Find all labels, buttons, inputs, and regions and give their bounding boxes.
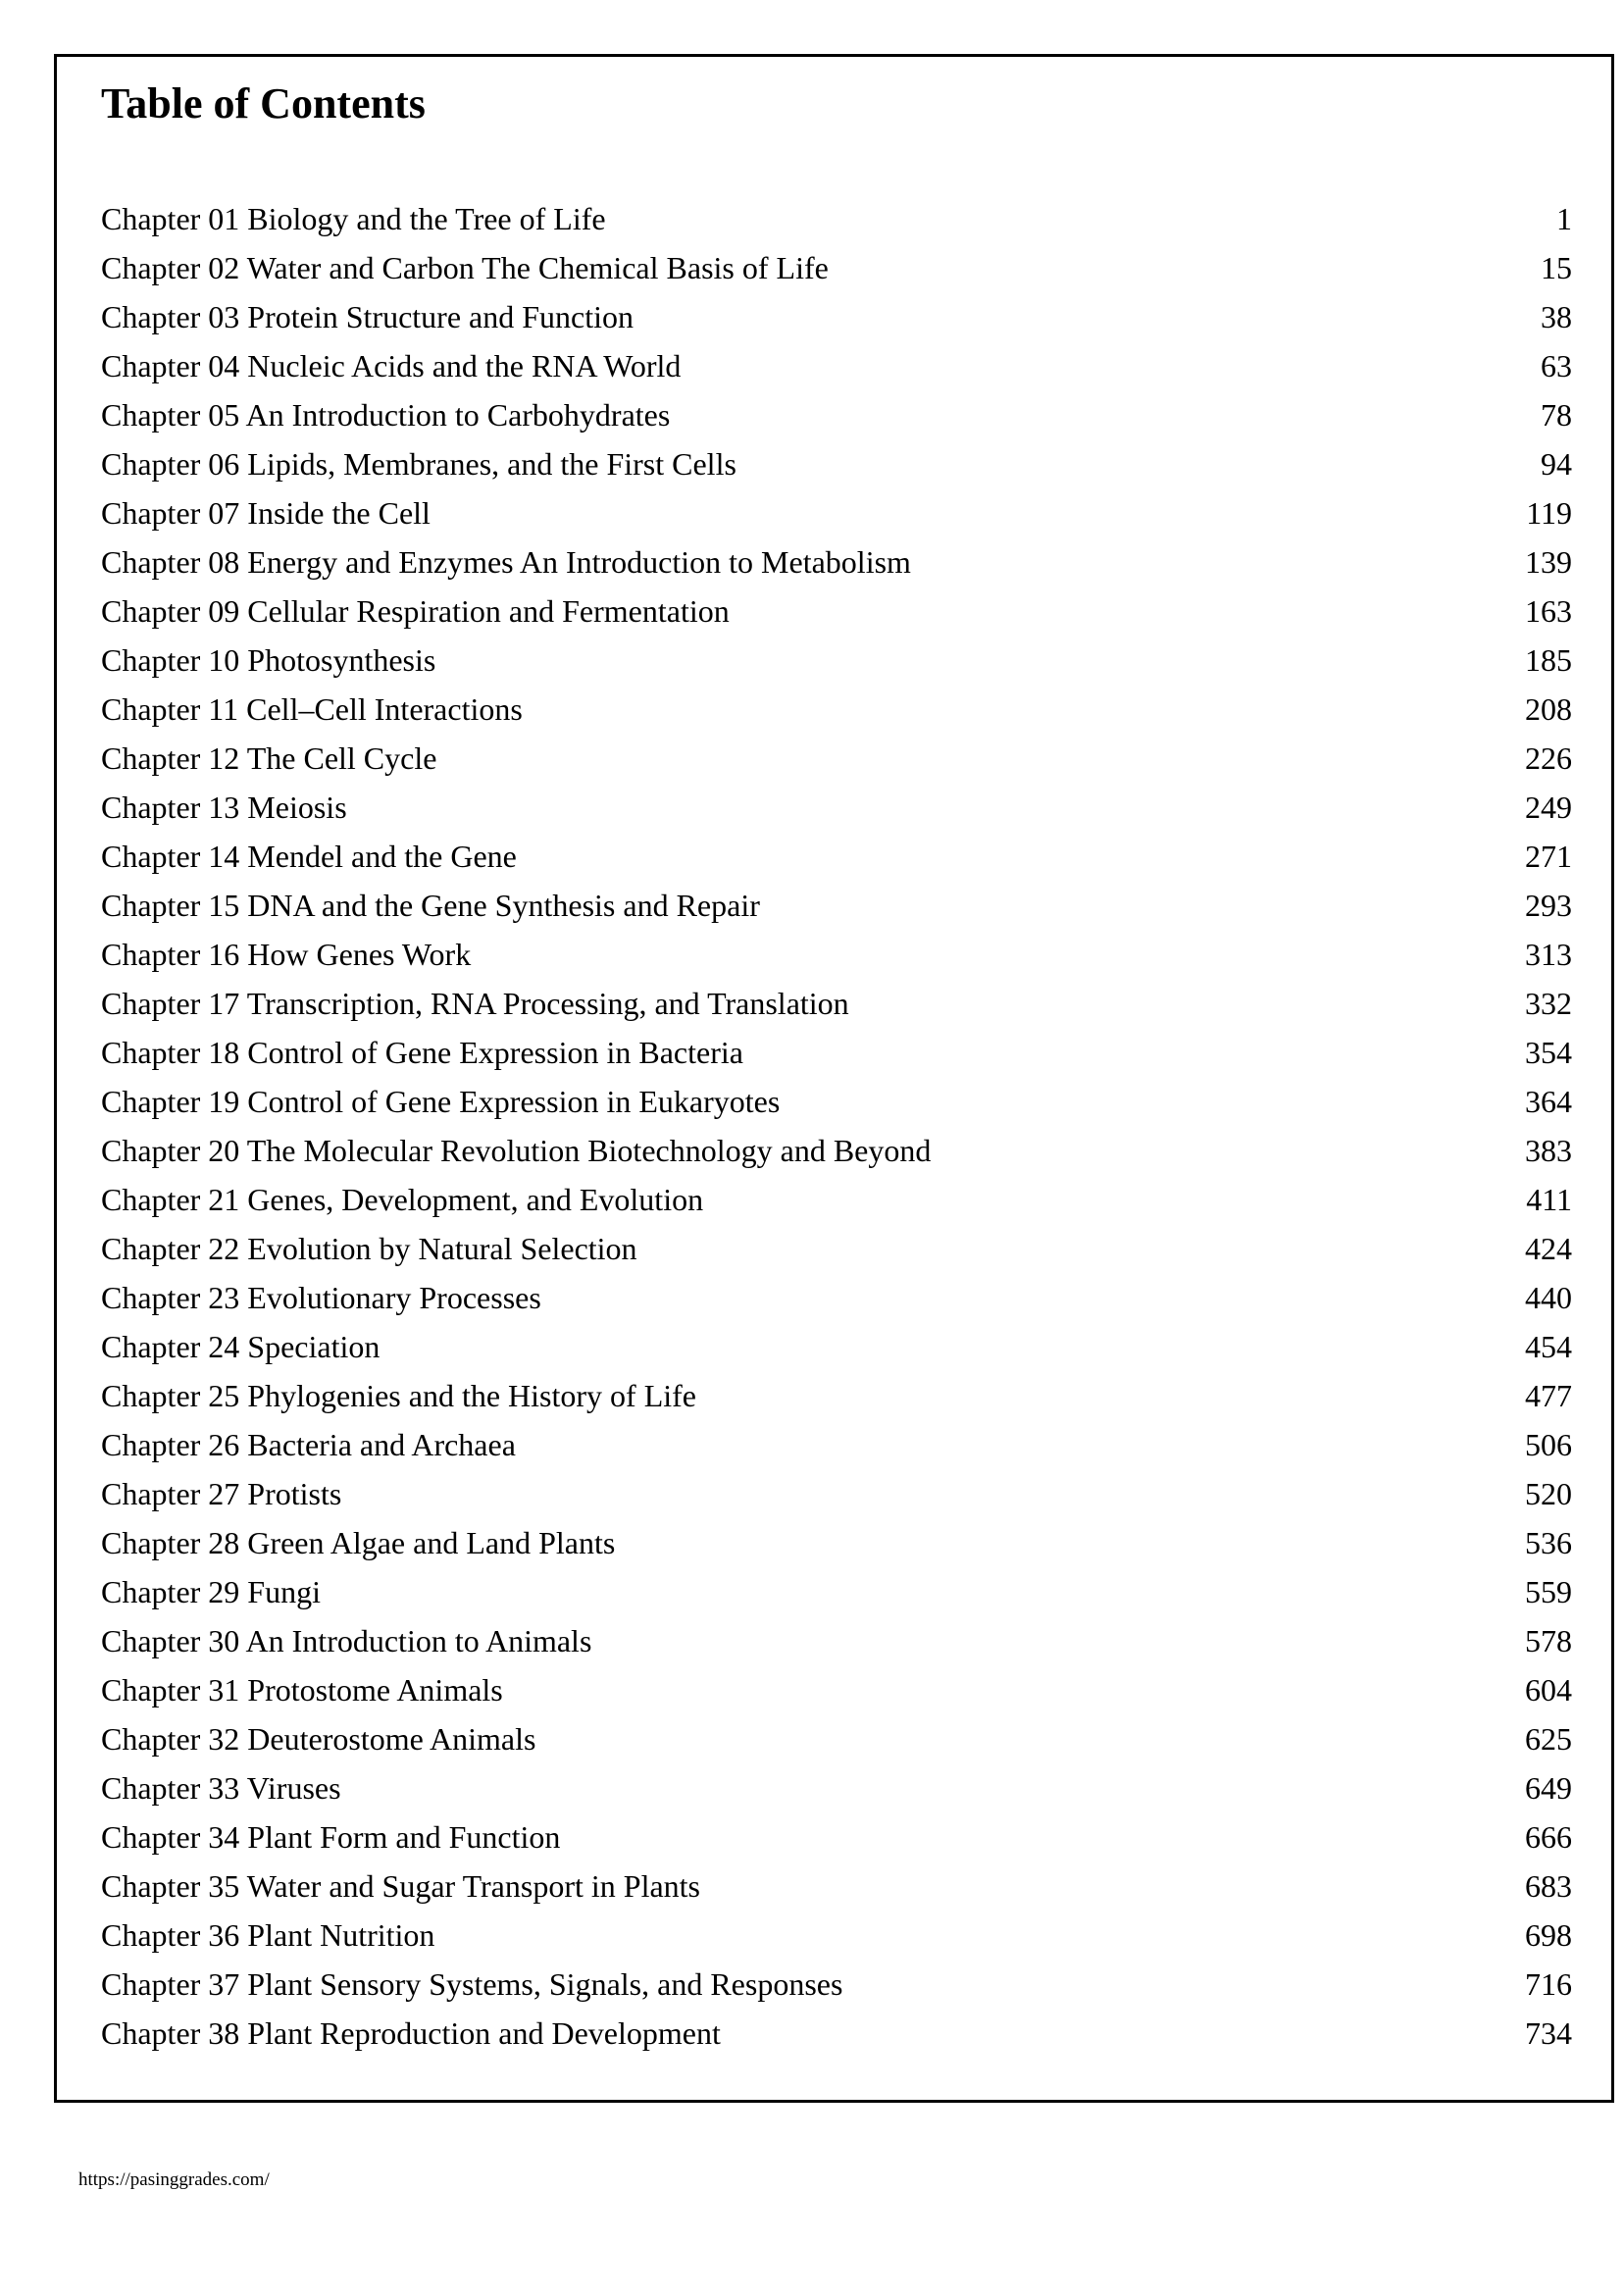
toc-entry-page: 734 <box>1525 2015 1572 2051</box>
toc-entry-label: Chapter 01 Biology and the Tree of Life <box>101 201 606 236</box>
toc-entry[interactable] <box>101 243 1572 292</box>
toc-entry-label: Chapter 32 Deuterostome Animals <box>101 1721 536 1757</box>
toc-entry-label: Chapter 38 Plant Reproduction and Development <box>101 2015 721 2051</box>
toc-entry-label: Chapter 33 Viruses <box>101 1770 341 1806</box>
toc-entry[interactable] <box>101 1273 1572 1322</box>
toc-entry-page: 139 <box>1525 544 1572 580</box>
toc-entry-label: Chapter 02 Water and Carbon The Chemical Basis of Life <box>101 250 829 285</box>
toc-entry-label: Chapter 28 Green Algae and Land Plants <box>101 1525 616 1560</box>
toc-entry[interactable] <box>101 979 1572 1028</box>
toc-entry-label: Chapter 23 Evolutionary Processes <box>101 1280 541 1315</box>
toc-entry-page: 477 <box>1525 1378 1572 1413</box>
toc-entry[interactable] <box>101 537 1572 586</box>
toc-entry-label: Chapter 04 Nucleic Acids and the RNA World <box>101 348 682 383</box>
toc-entry[interactable] <box>101 1812 1572 1861</box>
toc-entry-page: 683 <box>1525 1868 1572 1904</box>
toc-entry-label: Chapter 21 Genes, Development, and Evolution <box>101 1182 704 1217</box>
toc-entry-label: Chapter 12 The Cell Cycle <box>101 740 437 776</box>
toc-entry-page: 15 <box>1541 250 1572 285</box>
toc-entry[interactable] <box>101 636 1572 685</box>
toc-entry[interactable] <box>101 930 1572 979</box>
toc-entry-page: 94 <box>1541 446 1572 482</box>
toc-entry-page: 364 <box>1525 1084 1572 1119</box>
toc-entry-label: Chapter 26 Bacteria and Archaea <box>101 1427 516 1462</box>
toc-entry-page: 163 <box>1525 593 1572 629</box>
toc-entry-label: Chapter 37 Plant Sensory Systems, Signals, and Responses <box>101 1966 843 2002</box>
toc-entry-label: Chapter 06 Lipids, Membranes, and the First Cells <box>101 446 736 482</box>
toc-entry[interactable] <box>101 488 1572 537</box>
toc-entry-page: 332 <box>1525 986 1572 1021</box>
toc-entry-label: Chapter 36 Plant Nutrition <box>101 1917 435 1953</box>
toc-entry[interactable] <box>101 1420 1572 1469</box>
toc-entry-label: Chapter 18 Control of Gene Expression in Bacteria <box>101 1035 743 1070</box>
toc-entry-label: Chapter 35 Water and Sugar Transport in Plants <box>101 1868 700 1904</box>
toc-entry-page: 625 <box>1525 1721 1572 1757</box>
toc-entry-label: Chapter 25 Phylogenies and the History of Life <box>101 1378 696 1413</box>
toc-entry[interactable] <box>101 1714 1572 1763</box>
toc-entry-page: 559 <box>1525 1574 1572 1609</box>
toc-entry-page: 38 <box>1541 299 1572 334</box>
toc-entry-page: 208 <box>1525 691 1572 727</box>
toc-entry-page: 578 <box>1525 1623 1572 1658</box>
toc-entry-page: 63 <box>1541 348 1572 383</box>
toc-entry[interactable] <box>101 1126 1572 1175</box>
toc-entry[interactable] <box>101 832 1572 881</box>
toc-entry[interactable] <box>101 1861 1572 1911</box>
toc-entry-page: 604 <box>1525 1672 1572 1708</box>
toc-frame <box>54 54 1614 2103</box>
toc-entry-label: Chapter 30 An Introduction to Animals <box>101 1623 592 1658</box>
toc-entry[interactable] <box>101 1371 1572 1420</box>
toc-entry-page: 354 <box>1525 1035 1572 1070</box>
toc-entry[interactable] <box>101 586 1572 636</box>
toc-entry-label: Chapter 17 Transcription, RNA Processing, and Translation <box>101 986 849 1021</box>
toc-entry[interactable] <box>101 1224 1572 1273</box>
toc-entry-page: 716 <box>1525 1966 1572 2002</box>
toc-entry-label: Chapter 08 Energy and Enzymes An Introduction to Metabolism <box>101 544 911 580</box>
toc-entry[interactable] <box>101 1763 1572 1812</box>
toc-entry[interactable] <box>101 341 1572 390</box>
toc-entry[interactable] <box>101 390 1572 439</box>
toc-entry-page: 271 <box>1525 839 1572 874</box>
toc-entry[interactable] <box>101 881 1572 930</box>
toc-entry-page: 536 <box>1525 1525 1572 1560</box>
toc-entry-page: 666 <box>1525 1819 1572 1855</box>
toc-entry-label: Chapter 27 Protists <box>101 1476 342 1511</box>
toc-entry[interactable] <box>101 1911 1572 1960</box>
toc-entry-page: 313 <box>1525 937 1572 972</box>
toc-entry-label: Chapter 14 Mendel and the Gene <box>101 839 517 874</box>
toc-list <box>101 194 1572 2058</box>
toc-entry-page: 698 <box>1525 1917 1572 1953</box>
toc-entry-page: 649 <box>1525 1770 1572 1806</box>
toc-entry-page: 185 <box>1525 642 1572 678</box>
toc-entry-label: Chapter 20 The Molecular Revolution Biotechnology and Beyond <box>101 1133 932 1168</box>
toc-entry-page: 249 <box>1525 790 1572 825</box>
toc-entry[interactable] <box>101 1960 1572 2009</box>
toc-entry-page: 226 <box>1525 740 1572 776</box>
toc-entry-label: Chapter 29 Fungi <box>101 1574 321 1609</box>
toc-entry-page: 424 <box>1525 1231 1572 1266</box>
toc-entry[interactable] <box>101 194 1572 243</box>
toc-entry[interactable] <box>101 1322 1572 1371</box>
toc-entry-page: 520 <box>1525 1476 1572 1511</box>
toc-entry-label: Chapter 16 How Genes Work <box>101 937 472 972</box>
toc-entry-label: Chapter 15 DNA and the Gene Synthesis and Repair <box>101 888 760 923</box>
toc-entry[interactable] <box>101 1665 1572 1714</box>
toc-entry-label: Chapter 11 Cell–Cell Interactions <box>101 691 523 727</box>
toc-entry-label: Chapter 24 Speciation <box>101 1329 381 1364</box>
toc-entry-label: Chapter 31 Protostome Animals <box>101 1672 503 1708</box>
toc-entry-label: Chapter 13 Meiosis <box>101 790 347 825</box>
toc-entry[interactable] <box>101 1469 1572 1518</box>
toc-entry[interactable] <box>101 439 1572 488</box>
toc-entry-label: Chapter 19 Control of Gene Expression in Eukaryotes <box>101 1084 781 1119</box>
footer-url[interactable]: https://pasinggrades.com/ <box>78 2169 270 2190</box>
toc-entry[interactable] <box>101 1518 1572 1567</box>
toc-entry-label: Chapter 05 An Introduction to Carbohydrates <box>101 397 671 433</box>
toc-entry[interactable] <box>101 1175 1572 1224</box>
toc-entry-page: 383 <box>1525 1133 1572 1168</box>
toc-entry-label: Chapter 10 Photosynthesis <box>101 642 436 678</box>
toc-entry-page: 78 <box>1541 397 1572 433</box>
toc-entry[interactable] <box>101 1077 1572 1126</box>
toc-entry[interactable] <box>101 685 1572 734</box>
toc-entry-page: 1 <box>1556 201 1572 236</box>
toc-entry[interactable] <box>101 734 1572 783</box>
toc-entry[interactable] <box>101 292 1572 341</box>
toc-entry-page: 411 <box>1526 1182 1572 1217</box>
toc-entry[interactable] <box>101 1028 1572 1077</box>
toc-entry-page: 293 <box>1525 888 1572 923</box>
toc-entry-label: Chapter 03 Protein Structure and Function <box>101 299 634 334</box>
toc-entry[interactable] <box>101 1616 1572 1665</box>
toc-entry-label: Chapter 34 Plant Form and Function <box>101 1819 561 1855</box>
toc-entry[interactable] <box>101 2009 1572 2058</box>
toc-entry[interactable] <box>101 783 1572 832</box>
page-title: Table of Contents <box>101 79 426 127</box>
toc-entry-label: Chapter 07 Inside the Cell <box>101 495 431 531</box>
toc-entry-label: Chapter 09 Cellular Respiration and Fermentation <box>101 593 730 629</box>
toc-entry-label: Chapter 22 Evolution by Natural Selection <box>101 1231 637 1266</box>
toc-entry-page: 506 <box>1525 1427 1572 1462</box>
toc-entry-page: 440 <box>1525 1280 1572 1315</box>
toc-entry-page: 119 <box>1526 495 1572 531</box>
toc-entry[interactable] <box>101 1567 1572 1616</box>
toc-entry-page: 454 <box>1525 1329 1572 1364</box>
